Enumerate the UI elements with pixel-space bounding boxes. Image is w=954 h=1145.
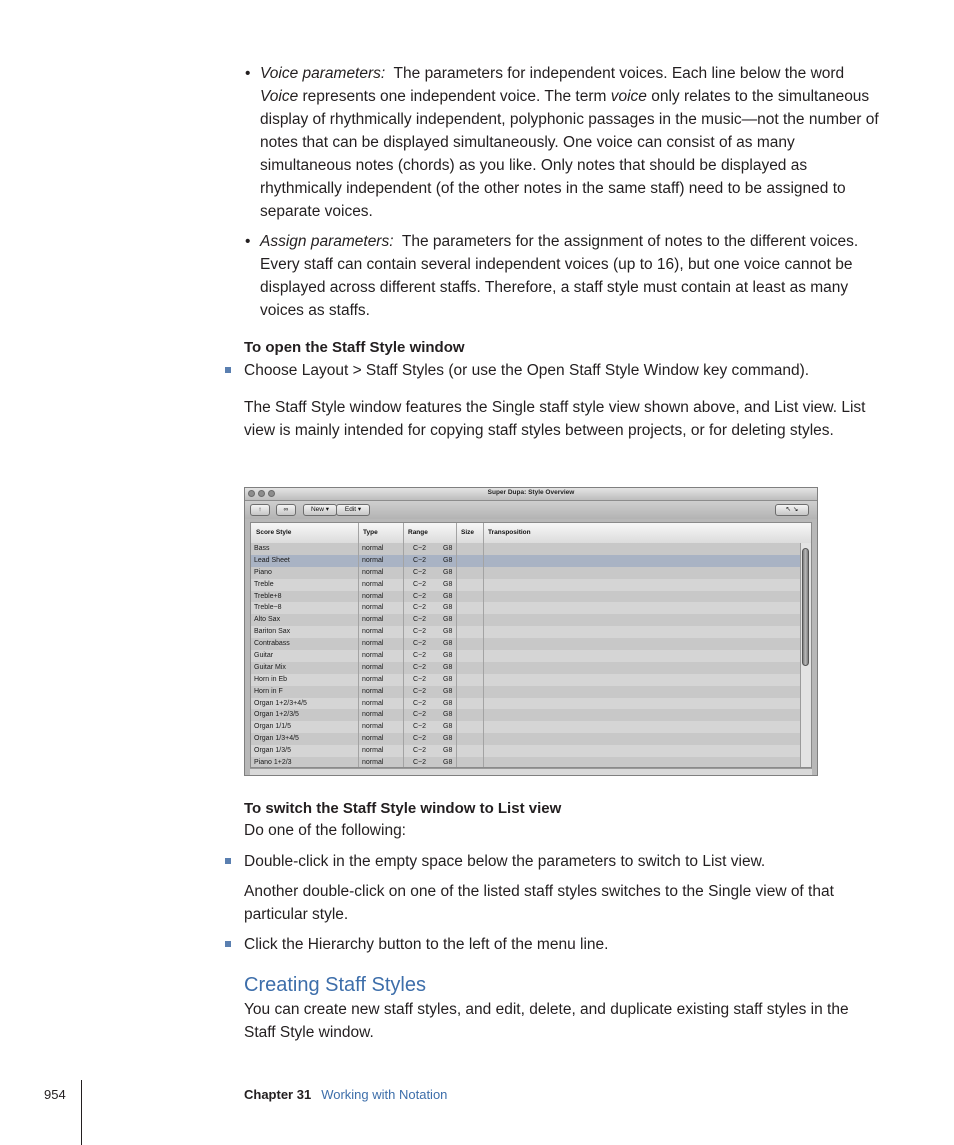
step-bullet-icon [225,858,231,864]
cell-type: normal [362,699,384,707]
cell-range-high: G8 [443,568,453,576]
task-intro: Do one of the following: [244,822,406,839]
cell-type: normal [362,663,384,671]
edit-menu-button[interactable]: Edit ▾ [336,504,370,516]
cell-range-high: G8 [443,616,453,624]
table-row[interactable] [251,686,807,698]
column-size[interactable]: Size [461,529,475,536]
cell-range-low: C−2 [413,640,427,648]
bullet-marker: • [245,65,251,82]
task-heading-list-view: To switch the Staff Style window to List view [244,800,562,817]
pointer-tool-button[interactable]: ↖ ↘ [775,504,809,516]
cell-range-low: C−2 [413,735,427,743]
cell-score-style: Alto Sax [254,616,281,624]
cell-range-high: G8 [443,652,453,660]
cell-score-style: Treble−8 [254,604,282,612]
cell-range-high: G8 [443,592,453,600]
cell-type: normal [362,616,384,624]
cell-range-low: C−2 [413,592,427,600]
table-row[interactable] [251,602,807,614]
cell-range-low: C−2 [413,675,427,683]
cell-range-high: G8 [443,640,453,648]
section-title: Creating Staff Styles [244,974,426,996]
vertical-scrollbar[interactable] [800,543,811,767]
cell-range-low: C−2 [413,604,427,612]
chapter-label: Chapter 31 [244,1087,312,1102]
table-row[interactable] [251,591,807,603]
column-divider [403,523,404,767]
table-row[interactable] [251,650,807,662]
step-double-click: Double-click in the empty space below the parameters to switch to List view. [244,853,766,870]
table-row[interactable] [251,638,807,650]
table-row[interactable] [251,745,807,757]
table-row[interactable] [251,579,807,591]
cell-score-style: Organ 1/3/5 [254,747,291,755]
cell-range-low: C−2 [413,616,427,624]
cell-type: normal [362,652,384,660]
task-heading-open-window: To open the Staff Style window [244,339,465,356]
cell-type: normal [362,580,384,588]
column-transposition[interactable]: Transposition [488,529,531,536]
cell-type: normal [362,604,384,612]
step-bullet-icon [225,367,231,373]
step-hierarchy-button: Click the Hierarchy button to the left of the menu line. [244,936,609,953]
cell-score-style: Contrabass [254,640,290,648]
cell-score-style: Organ 1+2/3+4/5 [254,699,307,707]
cell-range-high: G8 [443,675,453,683]
cell-range-high: G8 [443,556,453,564]
cell-score-style: Piano 1+2/3 [254,759,292,767]
cell-range-high: G8 [443,723,453,731]
cell-score-style: Guitar [254,652,274,660]
cell-type: normal [362,675,384,683]
cell-type: normal [362,628,384,636]
column-divider [483,523,484,767]
cell-range-high: G8 [443,687,453,695]
staff-style-window-screenshot [244,487,818,776]
cell-range-low: C−2 [413,759,427,767]
cell-score-style: Piano [254,568,272,576]
window-title: Super Dupa: Style Overview [487,489,575,496]
cell-range-high: G8 [443,628,453,636]
table-row[interactable] [251,757,807,768]
cell-range-high: G8 [443,711,453,719]
cell-range-high: G8 [443,759,453,767]
cell-score-style: Bass [254,545,270,552]
cell-range-low: C−2 [413,556,427,564]
link-button[interactable]: ∞ [276,504,296,516]
cell-type: normal [362,747,384,755]
window-titlebar [245,488,817,501]
cell-type: normal [362,759,384,767]
table-row[interactable] [251,626,807,638]
table-row[interactable] [251,709,807,721]
cell-range-low: C−2 [413,580,427,588]
cell-type: normal [362,592,384,600]
table-row[interactable] [251,555,807,567]
table-row[interactable] [251,721,807,733]
cell-type: normal [362,556,384,564]
cell-score-style: Organ 1+2/3/5 [254,711,299,719]
cell-score-style: Treble [254,580,274,588]
table-row[interactable] [251,614,807,626]
column-range[interactable]: Range [408,529,428,536]
table-row[interactable] [251,733,807,745]
step-choose-layout: Choose Layout > Staff Styles (or use the Open Staff Style Window key command). [244,362,810,379]
cell-score-style: Guitar Mix [254,663,286,671]
cell-type: normal [362,687,384,695]
cell-type: normal [362,723,384,731]
table-row[interactable] [251,698,807,710]
cell-range-low: C−2 [413,747,427,755]
cell-range-high: G8 [443,580,453,588]
cell-range-high: G8 [443,747,453,755]
cell-range-high: G8 [443,545,453,552]
cell-range-low: C−2 [413,663,427,671]
new-menu-button[interactable]: New ▾ [303,504,337,516]
column-divider [358,523,359,767]
bullet-marker: • [245,233,251,250]
cell-score-style: Bariton Sax [254,628,291,636]
column-score-style[interactable]: Score Style [256,529,292,536]
cell-score-style: Lead Sheet [254,556,290,564]
cell-range-low: C−2 [413,545,427,552]
cell-range-low: C−2 [413,652,427,660]
voice-parameters-term: Voice parameters: [260,65,386,82]
column-divider [456,523,457,767]
chapter-footer [244,1087,447,1102]
cell-range-high: G8 [443,663,453,671]
chapter-title: Working with Notation [321,1087,448,1102]
scrollbar-thumb[interactable] [802,548,809,666]
window-toolbar [245,501,817,519]
cell-range-low: C−2 [413,568,427,576]
cell-range-low: C−2 [413,628,427,636]
cell-score-style: Organ 1/1/5 [254,723,291,731]
page-number: 954 [44,1087,66,1102]
step-bullet-icon [225,941,231,947]
column-type[interactable]: Type [363,529,378,536]
cell-range-low: C−2 [413,699,427,707]
voice-parameters-item: Voice parameters: The parameters for independent voices. Each line below the word Voice represents one independent voice. The term voice only relates to the simultaneous display of rhythmically independent, polyphonic passages in the music—not the number of notes that can be displayed simultaneously. One voice can consist of as many simultaneous notes (chords) as you like. Only notes that should be displayed as rhythmically independent (of the other notes in the same staff) need to be assigned to separate voices. [260,65,879,220]
list-view-description: The Staff Style window features the Single staff style view shown above, and List view. List view is mainly intended for copying staff styles between projects, or for deleting styles. [244,399,866,439]
cell-range-high: G8 [443,735,453,743]
table-rows [251,543,807,768]
footer-rule [81,1080,82,1145]
cell-score-style: Organ 1/3+4/5 [254,735,299,743]
cell-type: normal [362,640,384,648]
step-double-click-note: Another double-click on one of the listed staff styles switches to the Single view of that particular style. [244,883,834,923]
style-list-table [250,522,812,768]
cell-score-style: Treble+8 [254,592,282,600]
assign-parameters-item: Assign parameters: The parameters for the assignment of notes to the different voices. Every staff can contain several independent voices (up to 16), but one voice cannot be displayed across different staffs. Therefore, a staff style must contain at least as many voices as staffs. [260,233,863,319]
cell-score-style: Horn in F [254,687,283,695]
table-row[interactable] [251,674,807,686]
cell-range-low: C−2 [413,687,427,695]
cell-range-low: C−2 [413,723,427,731]
cell-type: normal [362,568,384,576]
cell-range-low: C−2 [413,711,427,719]
cell-score-style: Horn in Eb [254,675,288,683]
cell-range-high: G8 [443,699,453,707]
table-header [251,523,811,544]
cell-type: normal [362,735,384,743]
cell-range-high: G8 [443,604,453,612]
assign-parameters-term: Assign parameters: [260,233,394,250]
cell-type: normal [362,545,384,552]
table-row[interactable] [251,662,807,674]
hierarchy-button[interactable]: ↑ [250,504,270,516]
section-paragraph: You can create new staff styles, and edit, delete, and duplicate existing staff styles in the Staff Style window. [244,1001,849,1041]
horizontal-scrollbar[interactable] [250,768,812,776]
table-row[interactable] [251,543,807,555]
cell-type: normal [362,711,384,719]
table-row[interactable] [251,567,807,579]
